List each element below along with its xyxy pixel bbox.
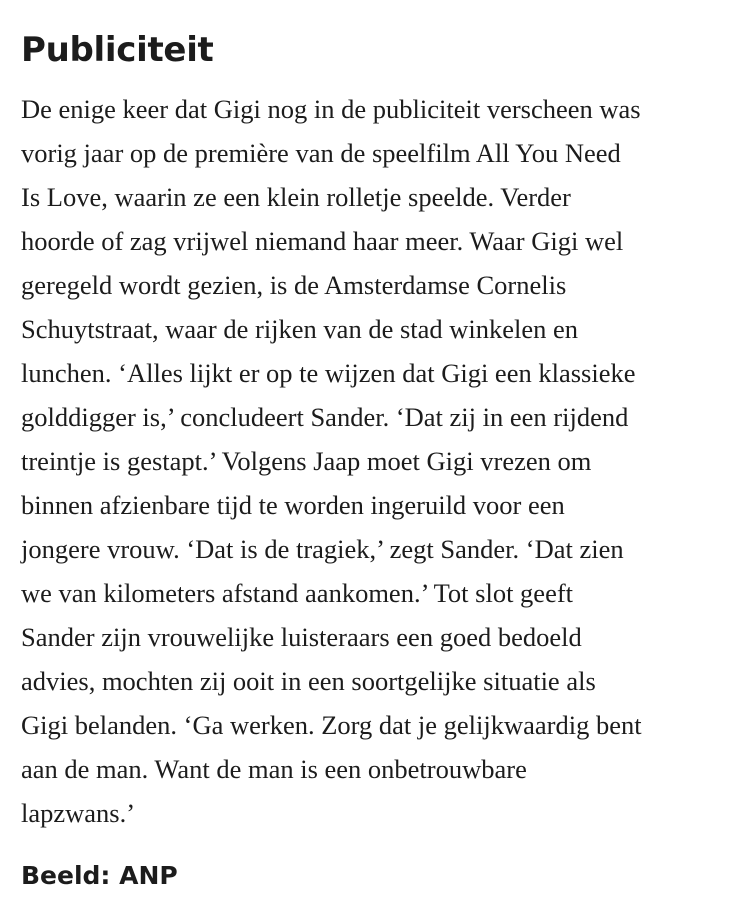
paragraph-line: binnen afzienbare tijd te worden ingeruild voor een <box>21 490 565 520</box>
paragraph-line: advies, mochten zij ooit in een soortgelijke situatie als <box>21 666 596 696</box>
paragraph-line: golddigger is,’ concludeert Sander. ‘Dat zij in een rijdend <box>21 402 629 432</box>
paragraph-line: Sander zijn vrouwelijke luisteraars een goed bedoeld <box>21 622 582 652</box>
paragraph-line: De enige keer dat Gigi nog in de publiciteit verscheen was <box>21 94 641 124</box>
paragraph-line: Schuytstraat, waar de rijken van de stad winkelen en <box>21 314 579 344</box>
paragraph-line: hoorde of zag vrijwel niemand haar meer. Waar Gigi wel <box>21 226 624 256</box>
article <box>21 28 736 893</box>
article-paragraph <box>21 87 736 835</box>
paragraph-line: jongere vrouw. ‘Dat is de tragiek,’ zegt Sander. ‘Dat zien <box>21 534 624 564</box>
paragraph-line: geregeld wordt gezien, is de Amsterdamse Cornelis <box>21 270 567 300</box>
image-credit: Beeld: ANP <box>21 861 178 890</box>
paragraph-line: aan de man. Want de man is een onbetrouwbare <box>21 754 527 784</box>
paragraph-line: Gigi belanden. ‘Ga werken. Zorg dat je gelijkwaardig bent <box>21 710 642 740</box>
paragraph-line: vorig jaar op de première van de speelfilm All You Need <box>21 138 621 168</box>
paragraph-line: treintje is gestapt.’ Volgens Jaap moet Gigi vrezen om <box>21 446 592 476</box>
paragraph-line: lapzwans.’ <box>21 798 136 828</box>
paragraph-line: Is Love, waarin ze een klein rolletje speelde. Verder <box>21 182 571 212</box>
section-heading: Publiciteit <box>21 30 214 70</box>
paragraph-line: lunchen. ‘Alles lijkt er op te wijzen dat Gigi een klassieke <box>21 358 636 388</box>
paragraph-line: we van kilometers afstand aankomen.’ Tot slot geeft <box>21 578 574 608</box>
